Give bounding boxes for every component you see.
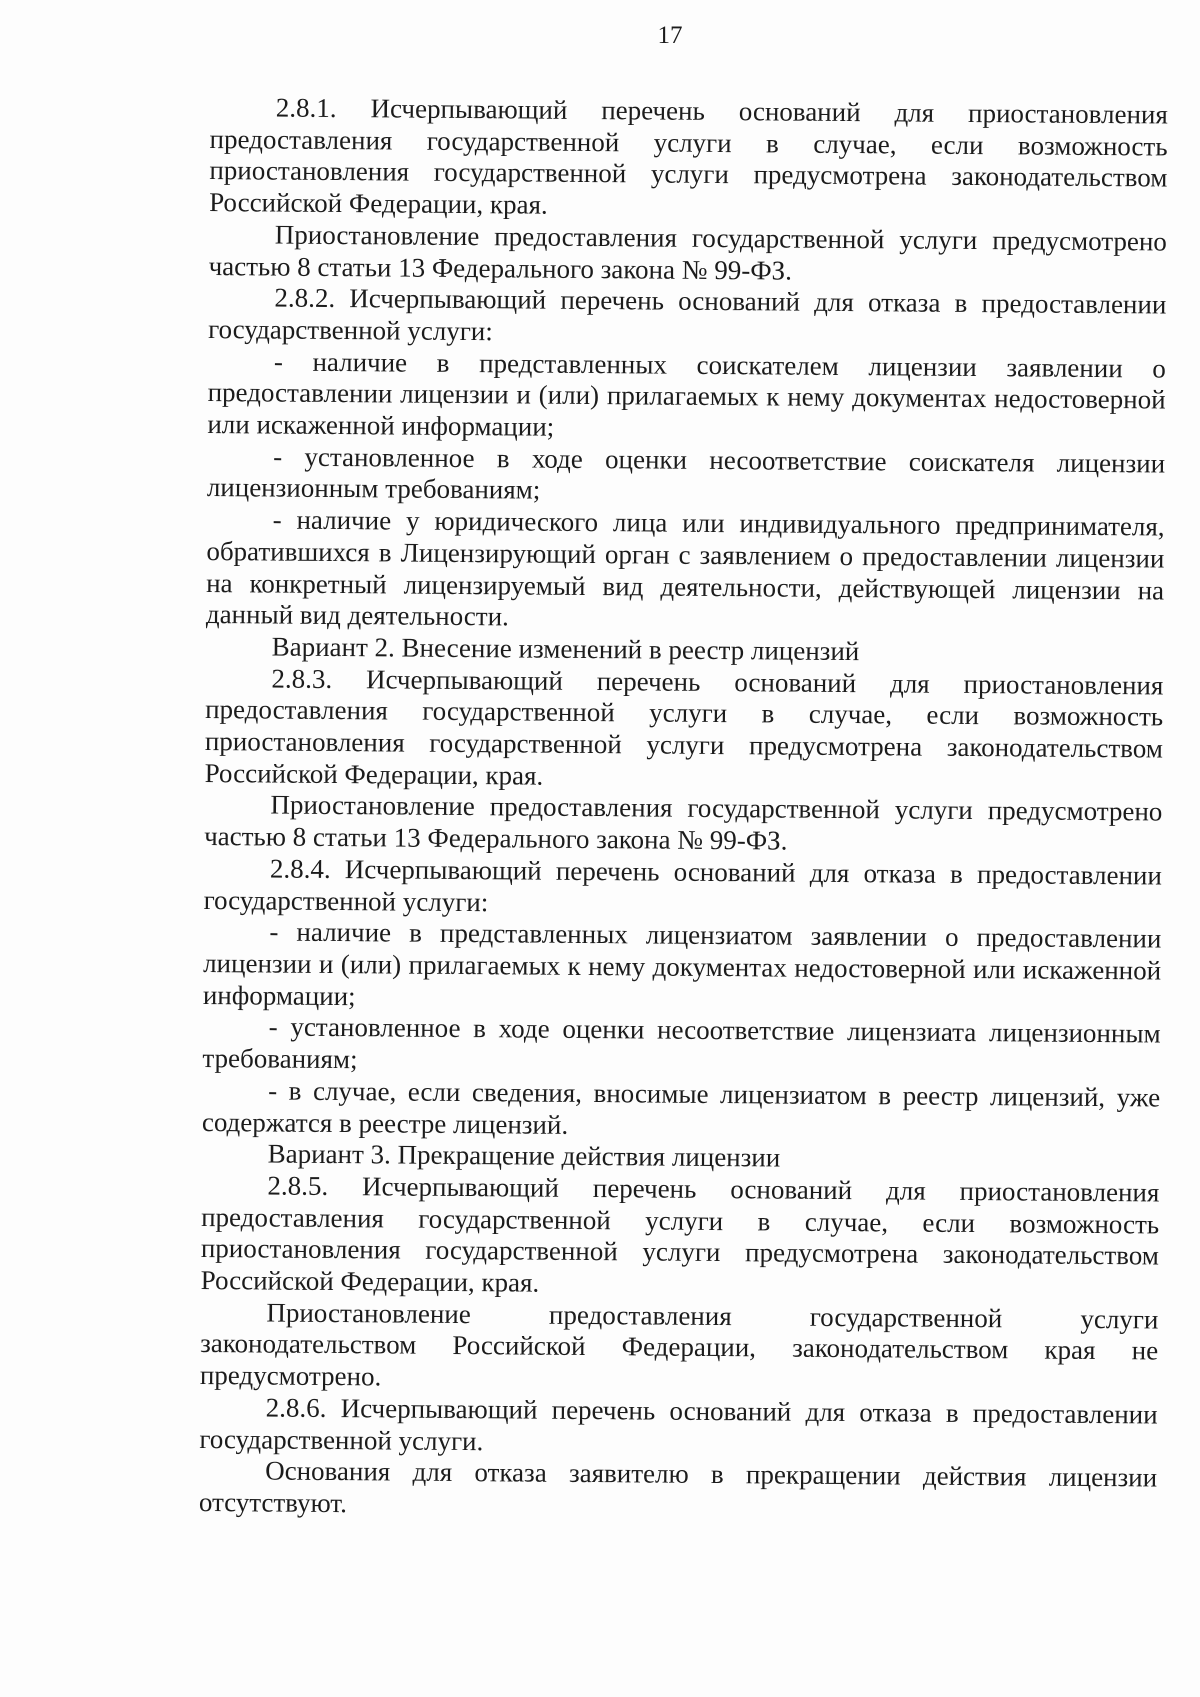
section-heading-variant-2: Вариант 2. Внесение изменений в реестр лицензий xyxy=(271,631,860,667)
page-number: 17 xyxy=(657,22,683,49)
paragraph-no-refusal-grounds: Основания для отказа заявителю в прекращении действия лицензии отсутствуют. xyxy=(198,1455,1158,1519)
list-item-refusal-4: - наличие в представленных лицензиатом заявлении о предоставлении лицензии и (или) прилагаемых к нему документах недостоверной или искаженной информации; xyxy=(202,916,1162,1011)
list-item-refusal-2: - установленное в ходе оценки несоответствие соискателя лицензии лицензионным требованиям; xyxy=(206,441,1166,506)
section-heading-variant-3: Вариант 3. Прекращение действия лицензии xyxy=(267,1138,781,1173)
paragraph-suspension-note-2: Приостановление предоставления государственной услуги предусмотрено частью 8 статьи 13 Федерального закона № 99-ФЗ. xyxy=(204,789,1163,856)
paragraph-suspension-note-1: Приостановление предоставления государственной услуги предусмотрено частью 8 статьи 13 Федерального закона № 99-ФЗ. xyxy=(208,219,1167,286)
paragraph-2-8-1: 2.8.1. Исчерпывающий перечень оснований для приостановления предоставления государственной услуги в случае, если возможность приостановления государственной услуги предусмотрена законодательством Российской Федерации, края. xyxy=(209,92,1168,220)
paragraph-2-8-2: 2.8.2. Исчерпывающий перечень оснований для отказа в предоставлении государственной услуги: xyxy=(208,282,1167,347)
list-item-refusal-3: - наличие у юридического лица или индивидуального предпринимателя, обратившихся в Лицензирующий орган с заявлением о предоставлении лицензии на конкретный лицензируемый вид деятельности, действующей лицензии на данный вид деятельности. xyxy=(205,504,1165,632)
document-body xyxy=(199,92,1168,1526)
paragraph-2-8-6: 2.8.6. Исчерпывающий перечень оснований для отказа в предоставлении государственной услуги. xyxy=(199,1392,1158,1456)
paragraph-2-8-4: 2.8.4. Исчерпывающий перечень оснований для отказа в предоставлении государственной услуги: xyxy=(203,853,1162,917)
paragraph-2-8-5: 2.8.5. Исчерпывающий перечень оснований для приостановления предоставления государственной услуги в случае, если возможность приостановления государственной услуги предусмотрена законодательством Российской Федерации, края. xyxy=(200,1170,1160,1298)
paragraph-2-8-3: 2.8.3. Исчерпывающий перечень оснований для приостановления предоставления государственной услуги в случае, если возможность приостановления государственной услуги предусмотрена законодательством Российской Федерации, края. xyxy=(204,663,1164,791)
list-item-refusal-6: - в случае, если сведения, вносимые лицензиатом в реестр лицензий, уже содержатся в реестре лицензий. xyxy=(201,1075,1161,1140)
list-item-refusal-1: - наличие в представленных соискателем лицензии заявлении о предоставлении лицензии и (или) прилагаемых к нему документах недостоверной или искаженной информации; xyxy=(207,346,1166,442)
list-item-refusal-5: - установленное в ходе оценки несоответствие лицензиата лицензионным требованиям; xyxy=(202,1011,1161,1075)
paragraph-suspension-note-3: Приостановление предоставления государственной услуги законодательством Российской Федерации, законодательством края не предусмотрено. xyxy=(199,1297,1159,1392)
